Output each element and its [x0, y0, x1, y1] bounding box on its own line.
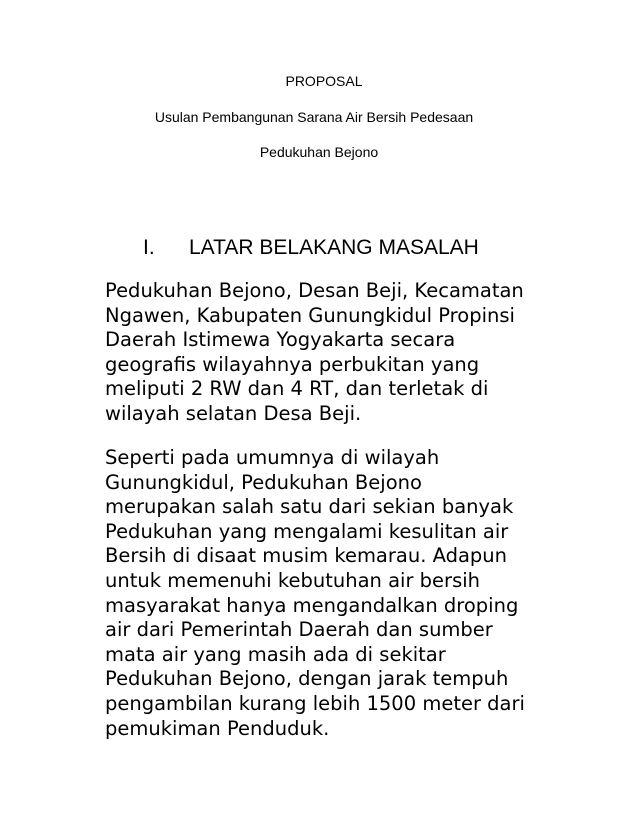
paragraph-line: Pedukuhan yang mengalami kesulitan air: [105, 519, 509, 543]
document-title: PROPOSAL: [285, 73, 363, 89]
paragraph-line: Pedukuhan Bejono, Desan Beji, Kecamatan: [105, 279, 524, 302]
section-heading-text: LATAR BELAKANG MASALAH: [189, 236, 479, 259]
document-subtitle: Usulan Pembangunan Sarana Air Bersih Pedesaan: [154, 109, 474, 125]
paragraph-line: pengambilan kurang lebih 1500 meter dari: [105, 691, 525, 715]
paragraph-line: merupakan salah satu dari sekian banyak: [105, 495, 514, 519]
paragraph-line: Pedukuhan Bejono, dengan jarak tempuh: [105, 667, 509, 691]
paragraph-line: mata air yang masih ada di sekitar: [105, 642, 446, 666]
paragraph-line: Gunungkidul, Pedukuhan Bejono: [105, 470, 422, 494]
paragraph-line: Daerah Istimewa Yogyakarta secara: [105, 328, 456, 352]
paragraph-line: pemukiman Penduduk.: [105, 716, 330, 740]
paragraph-line: untuk memenuhi kebutuhan air bersih: [105, 568, 481, 592]
section-number: I.: [143, 236, 155, 259]
paragraph-line: Bersih di disaat musim kemarau. Adapun: [105, 544, 508, 568]
document-location: Pedukuhan Bejono: [259, 144, 379, 160]
paragraph-line: Ngawen, Kabupaten Gunungkidul Propinsi: [105, 303, 515, 327]
paragraph-problem: [105, 446, 575, 741]
paragraph-line: masyarakat hanya mengandalkan droping: [105, 593, 519, 617]
paragraph-background: [105, 279, 575, 427]
paragraph-line: meliputi 2 RW dan 4 RT, dan terletak di: [105, 377, 489, 401]
paragraph-line: Seperti pada umumnya di wilayah: [105, 446, 440, 469]
paragraph-line: geografis wilayahnya perbukitan yang: [105, 352, 480, 376]
paragraph-line: wilayah selatan Desa Beji.: [105, 401, 362, 425]
section-heading: [143, 235, 479, 261]
paragraph-line: air dari Pemerintah Daerah dan sumber: [105, 618, 493, 642]
